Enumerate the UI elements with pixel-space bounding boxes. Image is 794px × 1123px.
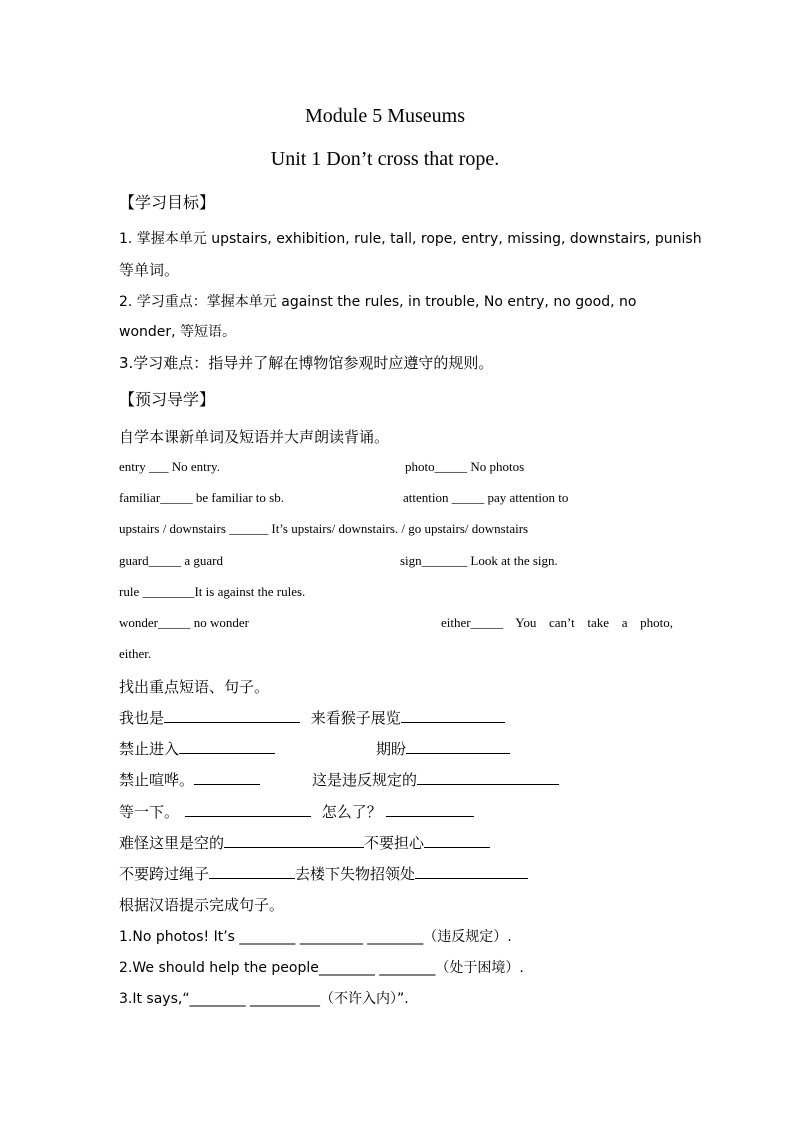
- phrase-label: 这是违反规定的: [312, 771, 418, 789]
- phrase-row-2: [119, 738, 275, 759]
- unit-title: Unit 1 Don’t cross that rope.: [270, 148, 500, 170]
- phrase-label: 期盼: [376, 740, 407, 758]
- phrase-label: 去楼下失物招领处: [295, 865, 416, 883]
- preview-intro: 自学本课新单词及短语并大声朗读背诵。: [119, 428, 390, 446]
- answer-blank[interactable]: [164, 709, 300, 723]
- sentence-2: 2.We should help the people________ ________（处于困境）.: [119, 960, 524, 976]
- phrase-label: 难怪这里是空的: [119, 834, 225, 852]
- phrase-label: 不要担心: [364, 834, 425, 852]
- preview-heading: 【预习导学】: [119, 390, 216, 409]
- sentence-3: 3.It says,“________ __________（不许入内）”.: [119, 991, 409, 1007]
- objective-3: 3.学习难点：指导并了解在博物馆参观时应遵守的规则。: [119, 354, 494, 372]
- objective-2-cont: wonder, 等短语。: [119, 324, 237, 340]
- answer-blank[interactable]: [209, 865, 295, 879]
- phrase-label: 怎么了？: [321, 803, 382, 821]
- answer-blank[interactable]: [179, 740, 275, 754]
- phrases-heading: 找出重点短语、句子。: [119, 678, 270, 696]
- phrase-label: 不要跨过绳子: [119, 865, 210, 883]
- phrase-row-4: [119, 801, 474, 822]
- sentence-1: 1.No photos! It’s ________ _________ ________（违反规定）.: [119, 929, 512, 945]
- answer-blank[interactable]: [424, 834, 490, 848]
- phrase-row-3b: [312, 769, 559, 790]
- phrase-row-1: [119, 707, 505, 728]
- answer-blank[interactable]: [194, 771, 260, 785]
- phrase-label: 等一下。: [119, 803, 180, 821]
- vocab-sign: sign_______ Look at the sign.: [400, 553, 558, 568]
- objective-1: 1. 掌握本单元 upstairs, exhibition, rule, tall, rope, entry, missing, downstairs, punish: [119, 231, 702, 247]
- answer-blank[interactable]: [386, 803, 474, 817]
- vocab-upstairs: upstairs / downstairs ______ It’s upstairs/ downstairs. / go upstairs/ downstairs: [119, 521, 529, 536]
- phrase-row-5: [119, 832, 490, 853]
- objectives-heading: 【学习目标】: [119, 193, 216, 212]
- answer-blank[interactable]: [415, 865, 528, 879]
- phrase-label: 来看猴子展览: [310, 709, 401, 727]
- vocab-wonder: wonder_____ no wonder: [119, 615, 249, 630]
- vocab-attention: attention _____ pay attention to: [403, 490, 569, 505]
- vocab-entry: entry ___ No entry.: [119, 459, 220, 474]
- answer-blank[interactable]: [401, 709, 505, 723]
- objective-2: 2. 学习重点：掌握本单元 against the rules, in trouble, No entry, no good, no: [119, 294, 637, 310]
- phrase-row-3: [119, 769, 260, 790]
- phrase-label: 禁止喧哗。: [119, 771, 195, 789]
- phrase-label: 我也是: [119, 709, 165, 727]
- vocab-either: either_____ You can’t take a photo,: [441, 615, 673, 630]
- vocab-photo: photo_____ No photos: [405, 459, 525, 474]
- vocab-familiar: familiar_____ be familiar to sb.: [119, 490, 284, 505]
- answer-blank[interactable]: [224, 834, 364, 848]
- phrase-label: 禁止进入: [119, 740, 180, 758]
- vocab-rule: rule ________It is against the rules.: [119, 584, 306, 599]
- vocab-either-cont: either.: [119, 646, 152, 661]
- answer-blank[interactable]: [185, 803, 311, 817]
- phrase-row-6: [119, 863, 528, 884]
- vocab-guard: guard_____ a guard: [119, 553, 223, 568]
- complete-heading: 根据汉语提示完成句子。: [119, 896, 285, 914]
- objective-1-cont: 等单词。: [119, 261, 180, 279]
- module-title: Module 5 Museums: [305, 105, 465, 127]
- phrase-row-2b: [376, 738, 510, 759]
- answer-blank[interactable]: [417, 771, 559, 785]
- answer-blank[interactable]: [406, 740, 510, 754]
